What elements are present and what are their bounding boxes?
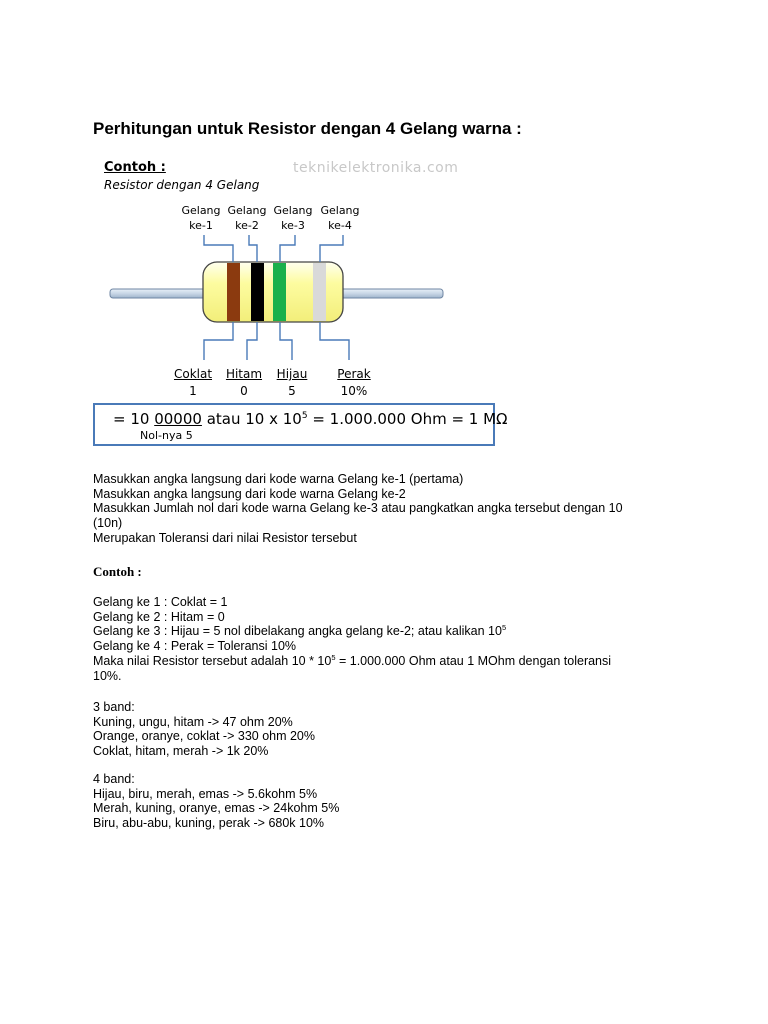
bottom-connectors xyxy=(204,322,349,360)
example-line: Maka nilai Resistor tersebut adalah $10 * 10^5 = 1.000.000$ Ohm atau 1 MOhm dengan toleransi xyxy=(93,652,612,668)
resistor-figure xyxy=(0,0,768,460)
left-lead xyxy=(110,289,212,298)
band3-item: Orange, oranye, coklat -> 330 ohm 20% xyxy=(93,729,316,744)
band4-heading: 4 band: xyxy=(93,772,135,786)
example-block xyxy=(93,595,693,683)
band-bottom-label-2: Hitam 0 xyxy=(225,367,263,398)
example-heading: Contoh : xyxy=(93,564,142,579)
band-top-label-3: Gelang ke-3 xyxy=(273,204,313,232)
band-3 xyxy=(273,263,286,321)
explanation-line: Merupakan Toleransi dari nilai Resistor tersebut xyxy=(93,530,357,545)
example-line: Gelang ke 1 : Coklat = 1 xyxy=(93,595,228,609)
band-2 xyxy=(251,263,264,321)
example-line: 10%. xyxy=(93,668,122,683)
band-1 xyxy=(227,263,240,321)
band3-item: Kuning, ungu, hitam -> 47 ohm 20% xyxy=(93,714,293,729)
example-line: Gelang ke 2 : Hitam = 0 xyxy=(93,609,225,624)
figure-subheading: Resistor dengan 4 Gelang xyxy=(104,178,260,192)
band4-item: Biru, abu-abu, kuning, perak -> 680k 10% xyxy=(93,816,325,831)
figure-heading: Contoh : xyxy=(104,160,166,175)
band-4 xyxy=(313,263,326,321)
band3-item: Coklat, hitam, merah -> 1k 20% xyxy=(93,744,269,759)
band-top-label-2: Gelang ke-2 xyxy=(227,204,267,232)
explanation-list xyxy=(93,472,693,546)
resistor-diagram xyxy=(0,0,768,460)
explanation-line: Masukkan angka langsung dari kode warna Gelang ke-1 (pertama) xyxy=(93,472,464,486)
right-lead xyxy=(336,289,443,298)
top-connectors xyxy=(204,235,343,262)
band-bottom-label-3: Hijau 5 xyxy=(276,367,308,398)
explanation-line: Masukkan Jumlah nol dari kode warna Gelang ke-3 atau pangkatkan angka tersebut dengan 10 xyxy=(93,501,623,516)
formula-box xyxy=(93,403,508,446)
example-line: Gelang ke 4 : Perak = Toleransi 10% xyxy=(93,639,297,654)
band4-item: Merah, kuning, oranye, emas -> 24kohm 5% xyxy=(93,801,340,816)
explanation-line: (10n) xyxy=(93,516,123,531)
formula: = 10 00000 atau 10 x $10^5 = 1.000.000$ Ohm = 1 MΩ xyxy=(113,410,508,428)
page-title: Perhitungan untuk Resistor dengan 4 Gelang warna : xyxy=(93,119,522,138)
example-line: Gelang ke 3 : Hijau = 5 nol dibelakang angka gelang ke-2; atau kalikan $10^5$ xyxy=(93,623,507,639)
watermark: teknikelektronika.com xyxy=(293,160,459,176)
band-top-label-1: Gelang ke-1 xyxy=(181,204,221,232)
band3-heading: 3 band: xyxy=(93,700,135,714)
band-top-label-4: Gelang ke-4 xyxy=(320,204,360,232)
band4-block xyxy=(93,772,693,831)
band4-item: Hijau, biru, merah, emas -> 5.6kohm 5% xyxy=(93,786,318,801)
band-bottom-label-1: Coklat 1 xyxy=(173,367,213,398)
explanation-line: Masukkan angka langsung dari kode warna Gelang ke-2 xyxy=(93,486,406,501)
formula-note: Nol-nya 5 xyxy=(140,429,193,442)
band3-block xyxy=(93,700,693,759)
band-bottom-label-4: Perak 10% xyxy=(337,367,371,398)
